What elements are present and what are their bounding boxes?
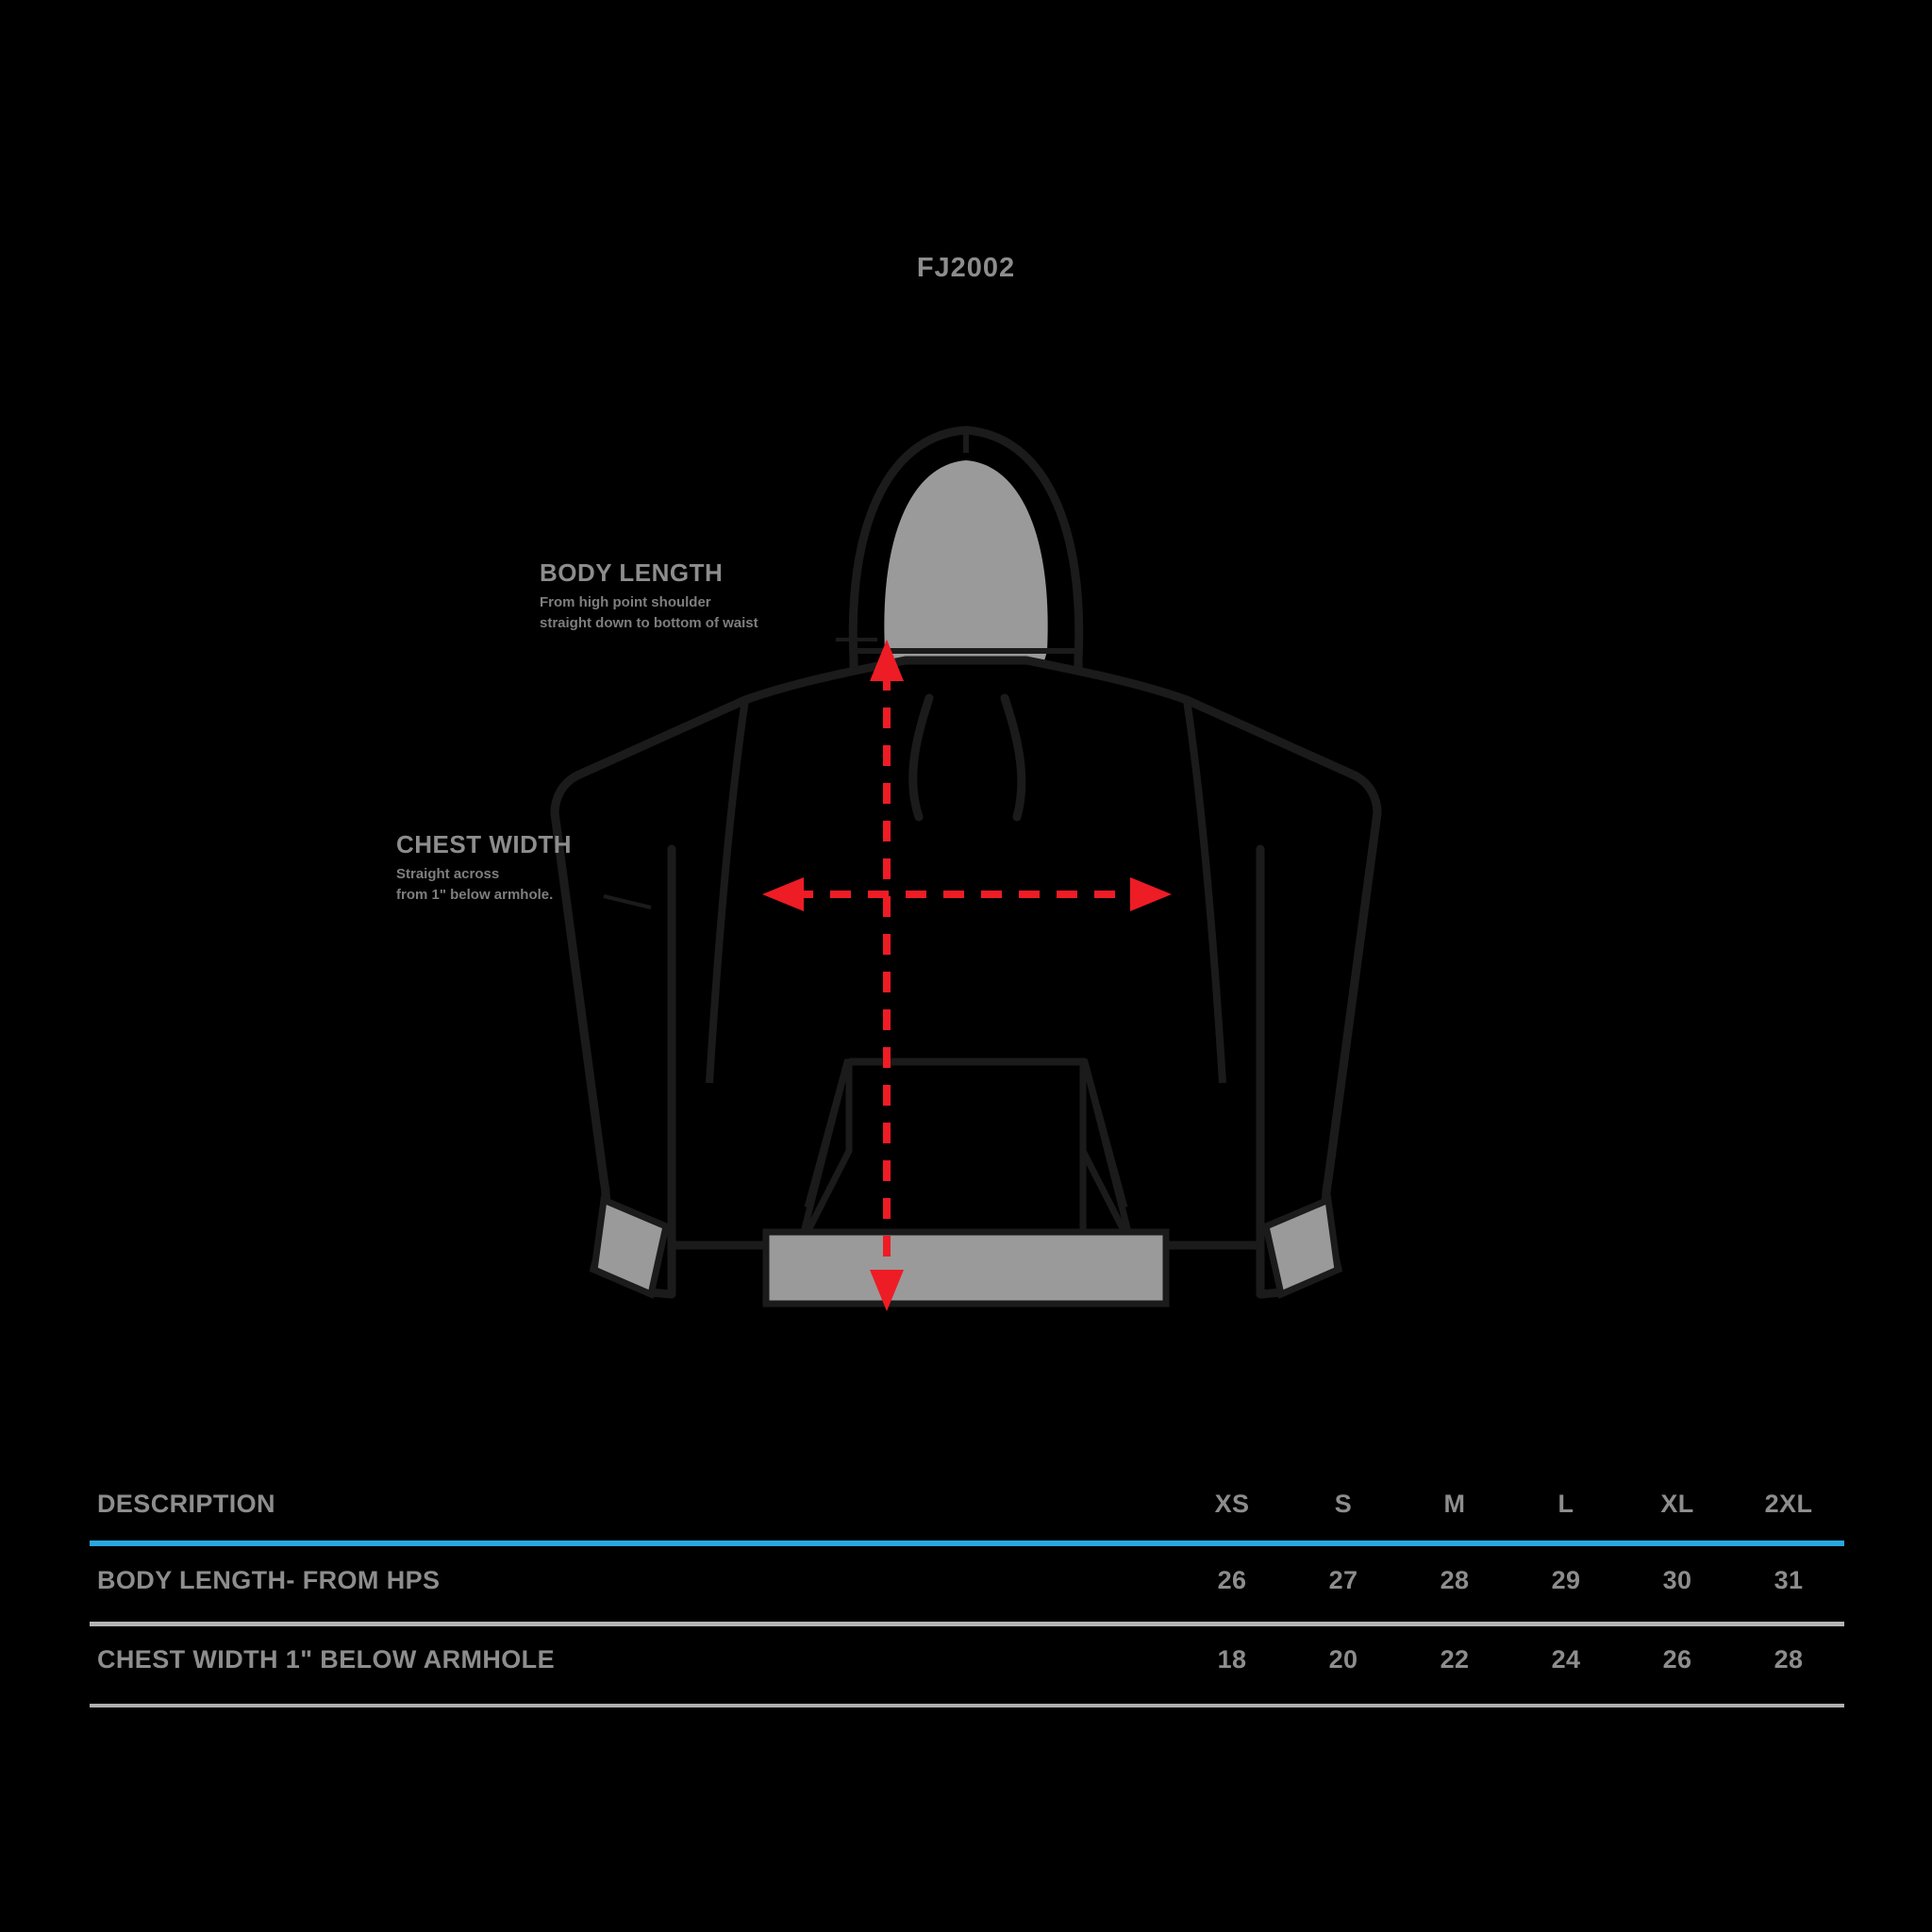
row-chest-width-xl: 26 [1662, 1644, 1692, 1674]
callout-body-length [540, 558, 758, 634]
row-chest-width-xs: 18 [1217, 1644, 1247, 1674]
table-header-description: DESCRIPTION [97, 1489, 275, 1518]
callout-body-length-sub2: straight down to bottom of waist [540, 614, 758, 631]
table-header-row [90, 1467, 1844, 1541]
callout-chest-width-title: CHEST WIDTH [396, 830, 573, 858]
callout-chest-width-sub1: Straight across [396, 866, 500, 882]
row-chest-width-m: 22 [1440, 1644, 1470, 1674]
style-code: FJ2002 [916, 253, 1016, 283]
waistband [766, 1232, 1166, 1304]
row-label-chest-width: CHEST WIDTH 1" BELOW ARMHOLE [97, 1644, 555, 1674]
callout-chest-width [396, 830, 572, 906]
table-row [90, 1541, 1844, 1620]
callout-chest-width-sub2: from 1" below armhole. [396, 886, 554, 903]
row-body-length-2xl: 31 [1774, 1565, 1804, 1594]
table-rule-bottom [90, 1704, 1844, 1707]
callout-body-length-title: BODY LENGTH [540, 558, 724, 587]
row-chest-width-2xl: 28 [1774, 1644, 1804, 1674]
row-chest-width-l: 24 [1551, 1644, 1581, 1674]
table-row [90, 1620, 1844, 1699]
table-header-size-s: S [1334, 1489, 1353, 1518]
row-body-length-m: 28 [1440, 1565, 1470, 1594]
callout-body-length-sub1: From high point shoulder [540, 594, 711, 610]
row-body-length-s: 27 [1328, 1565, 1358, 1594]
body-outline [555, 660, 1377, 1294]
table-header-size-xl: XL [1660, 1489, 1694, 1518]
table-header-size-2xl: 2XL [1764, 1489, 1813, 1518]
table-header-size-xs: XS [1214, 1489, 1250, 1518]
row-chest-width-s: 20 [1328, 1644, 1358, 1674]
row-label-body-length: BODY LENGTH- FROM HPS [97, 1565, 441, 1594]
table-header-size-l: L [1557, 1489, 1574, 1518]
row-body-length-xl: 30 [1662, 1565, 1692, 1594]
size-table [90, 1467, 1844, 1699]
row-body-length-l: 29 [1551, 1565, 1581, 1594]
table-header-size-m: M [1443, 1489, 1466, 1518]
row-body-length-xs: 26 [1217, 1565, 1247, 1594]
